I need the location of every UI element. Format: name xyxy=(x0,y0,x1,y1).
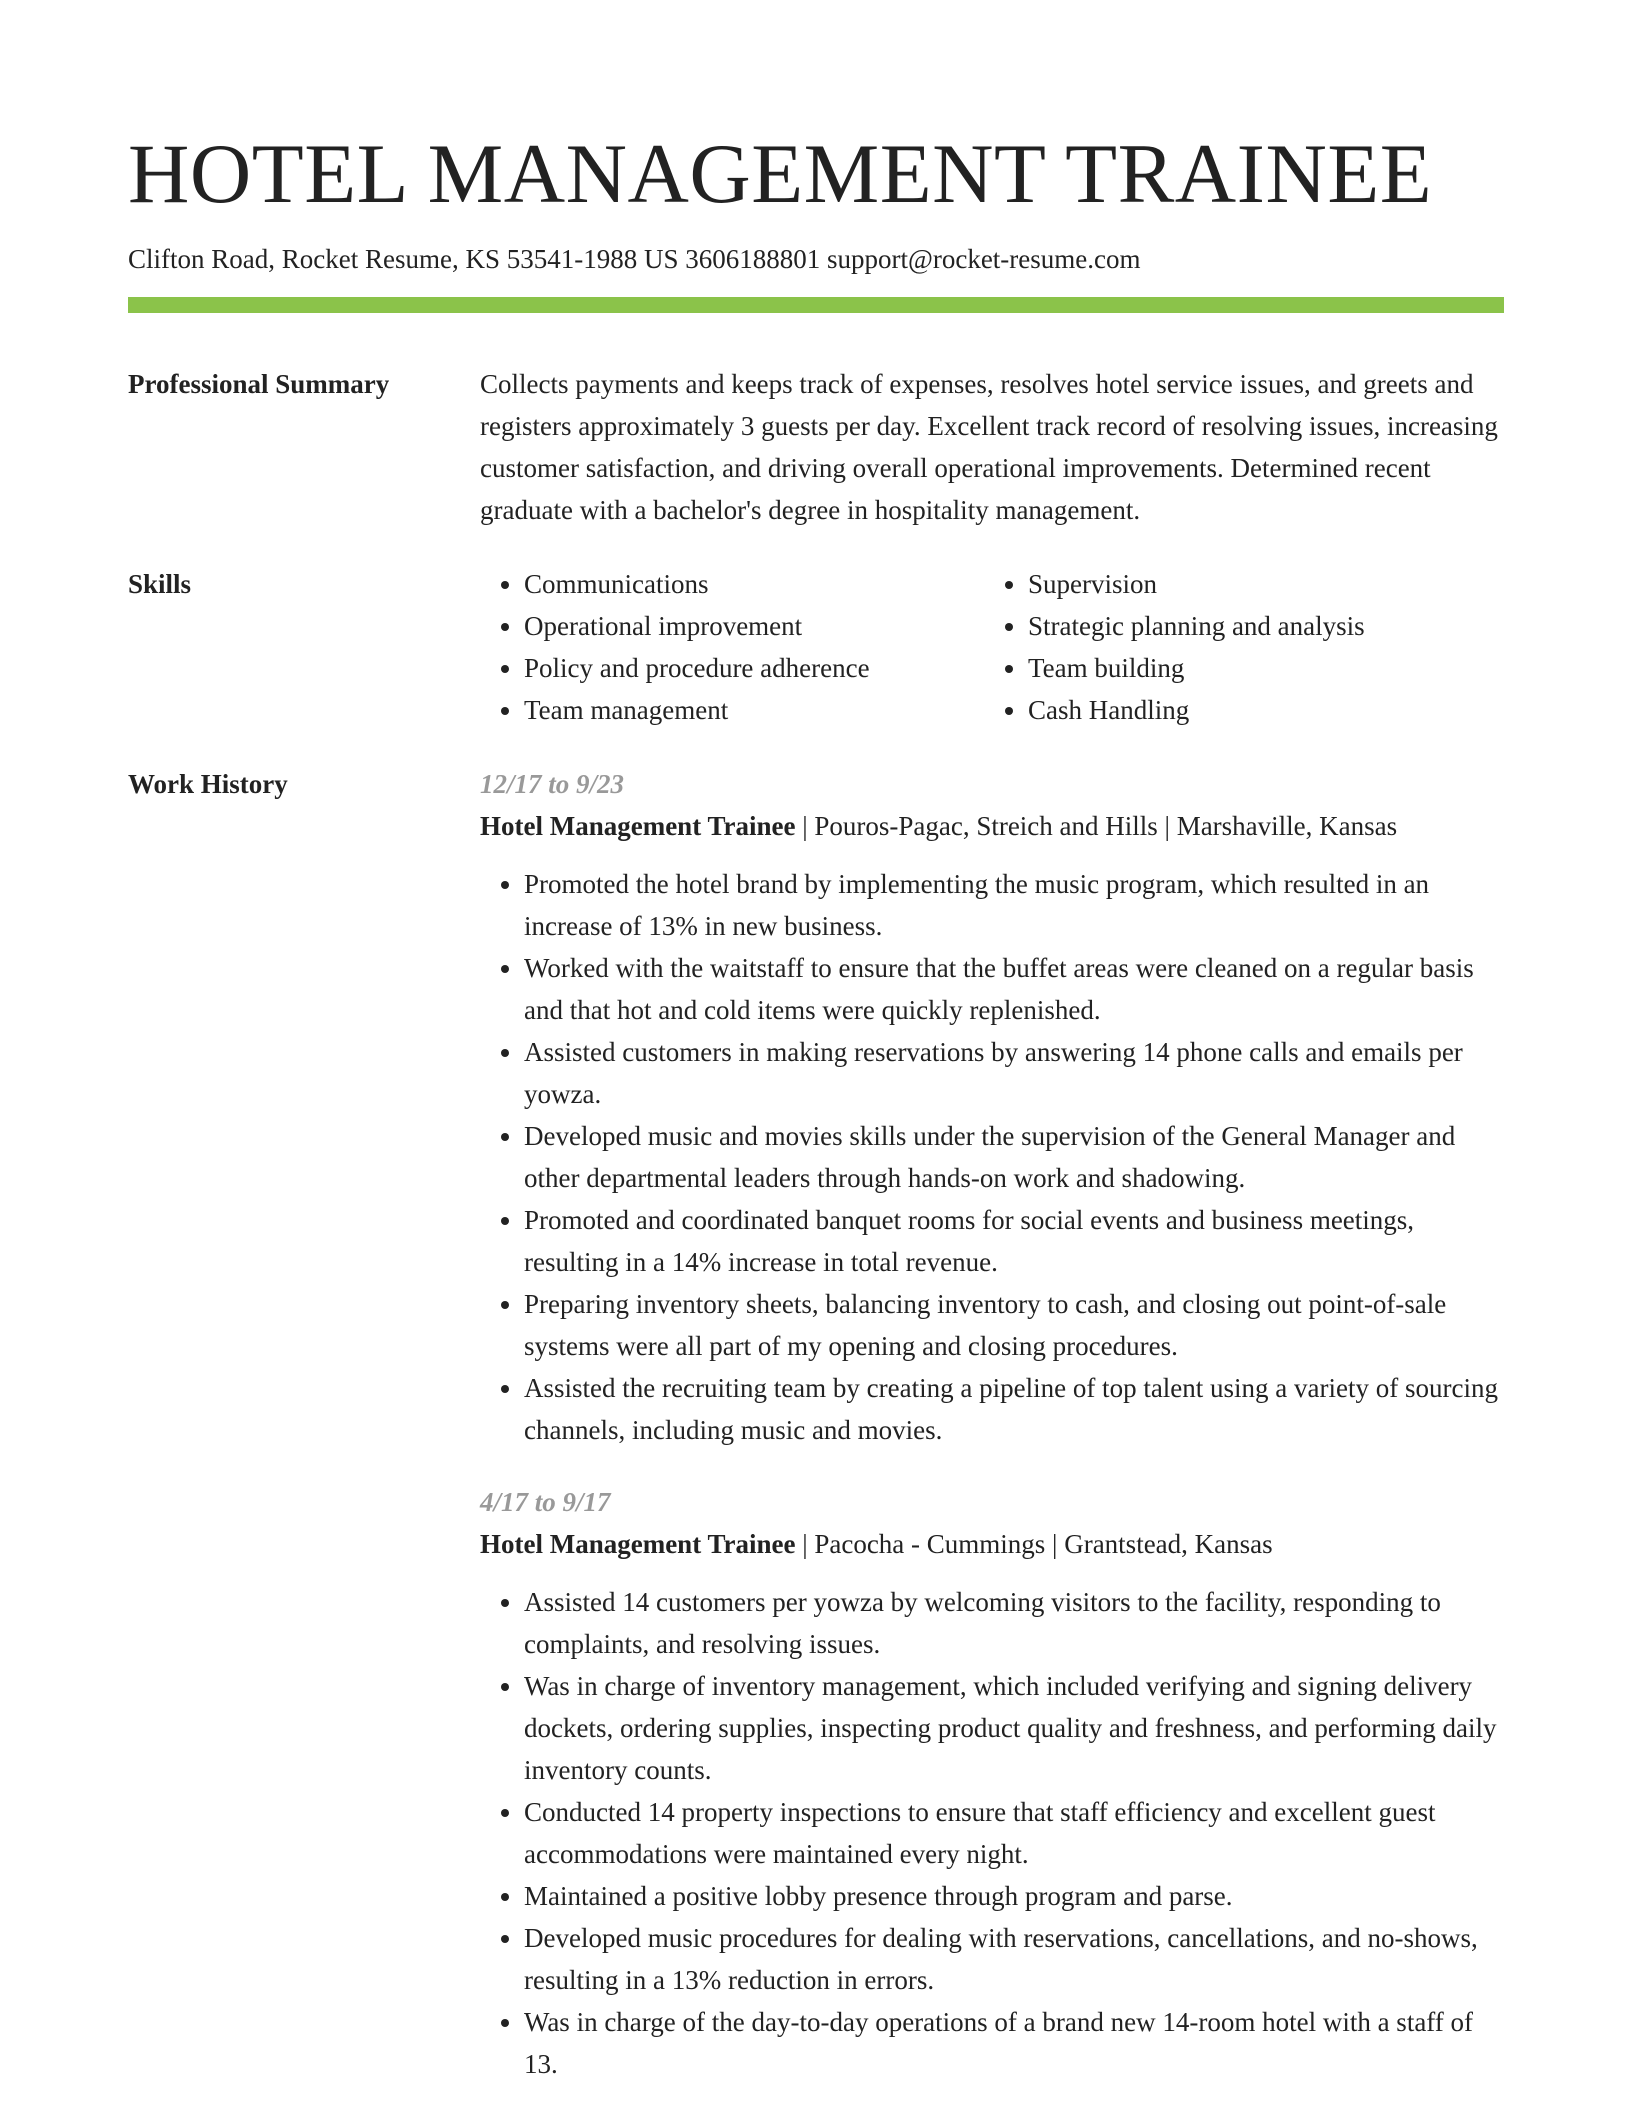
skill-item: • Strategic planning and analysis xyxy=(1028,605,1488,647)
job-heading xyxy=(480,805,1504,847)
skill-item: • Policy and procedure adherence xyxy=(524,647,984,689)
job-entry xyxy=(480,763,1504,1451)
job-bullet: • Assisted customers in making reservations by answering 14 phone calls and emails per yowza. xyxy=(524,1031,1504,1115)
job-dates: 12/17 to 9/23 xyxy=(480,769,625,800)
skills-column-right xyxy=(984,563,1488,731)
resume-name: HOTEL MANAGEMENT TRAINEE xyxy=(128,127,1433,221)
job-dates: 4/17 to 9/17 xyxy=(480,1487,611,1518)
job-bullet: • Assisted the recruiting team by creating a pipeline of top talent using a variety of sourcing channels, including music and movies. xyxy=(524,1367,1504,1451)
skill-item: • Team management xyxy=(524,689,984,731)
job-heading xyxy=(480,1523,1504,1565)
contact-line: Clifton Road, Rocket Resume, KS 53541-1988 US 3606188801 support@rocket-resume.com xyxy=(128,244,1141,274)
job-bullet: • Maintained a positive lobby presence through program and parse. xyxy=(524,1875,1504,1917)
job-bullet: • Promoted and coordinated banquet rooms for social events and business meetings, resulting in a 14% increase in total revenue. xyxy=(524,1199,1504,1283)
job-employer-location: | Pacocha - Cummings | Grantstead, Kansas xyxy=(795,1529,1273,1560)
skills-list-left xyxy=(480,563,984,731)
job-bullet-list xyxy=(480,863,1504,1451)
job-entry xyxy=(480,1481,1504,2085)
job-bullet: • Promoted the hotel brand by implementing the music program, which resulted in an increase of 13% in new business. xyxy=(524,863,1504,947)
skill-item: • Team building xyxy=(1028,647,1488,689)
skills-section xyxy=(128,563,1504,731)
work-history-section xyxy=(128,763,1504,2085)
summary-text: Collects payments and keeps track of expenses, resolves hotel service issues, and greets and registers approximately 3 guests per day. Excellent track record of resolving issues, increasing customer satisfaction, and driving overall operational improvements. Determined recent graduate with a bachelor's degree in hospitality management. xyxy=(480,369,1498,526)
job-bullet: • Was in charge of inventory management, which included verifying and signing delivery dockets, ordering supplies, inspecting product quality and freshness, and performing daily inventory counts. xyxy=(524,1665,1504,1791)
skills-column-left xyxy=(480,563,984,731)
skill-item: • Operational improvement xyxy=(524,605,984,647)
section-label-skills: Skills xyxy=(128,569,192,600)
section-label-work: Work History xyxy=(128,769,288,800)
job-title: Hotel Management Trainee xyxy=(480,1529,796,1560)
skills-body xyxy=(480,563,1504,731)
skill-item: • Supervision xyxy=(1028,563,1488,605)
skills-grid xyxy=(480,563,1504,731)
job-bullet: • Was in charge of the day-to-day operations of a brand new 14-room hotel with a staff of 13. xyxy=(524,2001,1504,2085)
job-bullet: • Developed music and movies skills under the supervision of the General Manager and other departmental leaders through hands-on work and shadowing. xyxy=(524,1115,1504,1199)
job-bullet-list xyxy=(480,1581,1504,2085)
skills-list-right xyxy=(984,563,1488,731)
skill-item: • Communications xyxy=(524,563,984,605)
job-bullet: • Conducted 14 property inspections to ensure that staff efficiency and excellent guest accommodations were maintained every night. xyxy=(524,1791,1504,1875)
accent-divider xyxy=(128,297,1504,313)
job-bullet: • Preparing inventory sheets, balancing inventory to cash, and closing out point-of-sale systems were all part of my opening and closing procedures. xyxy=(524,1283,1504,1367)
job-employer-location: | Pouros-Pagac, Streich and Hills | Marshaville, Kansas xyxy=(795,811,1398,842)
work-body xyxy=(480,763,1504,2085)
job-bullet: • Worked with the waitstaff to ensure that the buffet areas were cleaned on a regular basis and that hot and cold items were quickly replenished. xyxy=(524,947,1504,1031)
job-bullet: • Assisted 14 customers per yowza by welcoming visitors to the facility, responding to complaints, and resolving issues. xyxy=(524,1581,1504,1665)
section-label-summary: Professional Summary xyxy=(128,369,390,400)
job-bullet: • Developed music procedures for dealing with reservations, cancellations, and no-shows, resulting in a 13% reduction in errors. xyxy=(524,1917,1504,2001)
professional-summary-section xyxy=(128,363,1504,531)
skill-item: • Cash Handling xyxy=(1028,689,1488,731)
job-title: Hotel Management Trainee xyxy=(480,811,796,842)
